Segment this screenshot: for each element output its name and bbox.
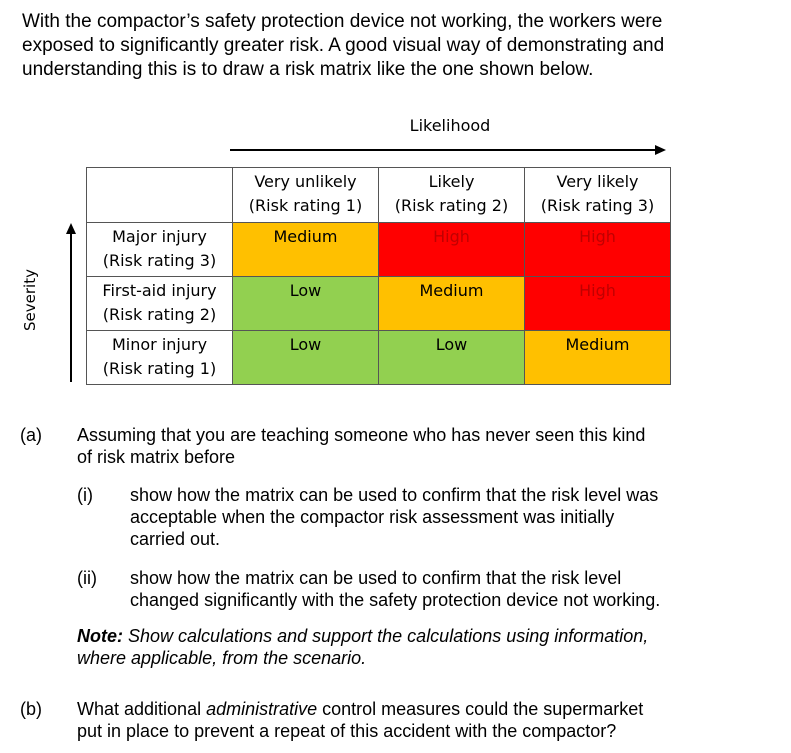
question-a-i-label: (i) [77,485,93,505]
question-a-label: (a) [20,425,42,445]
likelihood-axis-label: Likelihood [409,116,491,135]
intro-line: understanding this is to draw a risk matrix like the one shown below. [22,59,594,80]
intro-line: With the compactor’s safety protection device not working, the workers were [22,11,663,32]
question-b-label: (b) [20,699,42,719]
risk-cell: Medium [525,331,671,385]
intro-line: exposed to significantly greater risk. A good visual way of demonstrating and [22,35,665,56]
matrix-header-row [87,168,671,223]
intro-paragraph [22,10,772,82]
risk-cell: Low [379,331,525,385]
row-header-first-aid-injury: First-aid injury (Risk rating 2) [87,277,233,331]
matrix-row-minor-injury [87,331,671,385]
question-b-text: What additional administrative control measures could the supermarket put in place to prevent a repeat of this accident with the compactor? [77,699,644,741]
question-a-ii-label: (ii) [77,568,97,588]
question-a-i-text: show how the matrix can be used to confirm that the risk level was acceptable when the compactor risk assessment was initially carried out. [130,485,659,549]
risk-cell: High [525,277,671,331]
likelihood-arrow [230,140,670,160]
note-text: Note: Show calculations and support the calculations using information, where applicable, from the scenario. [77,626,649,668]
risk-cell: Medium [379,277,525,331]
matrix-corner-cell [87,168,233,223]
severity-axis-label: Severity [21,269,39,331]
risk-cell: High [525,223,671,277]
risk-matrix [86,167,671,385]
column-header-very-unlikely: Very unlikely (Risk rating 1) [233,168,379,223]
column-header-very-likely: Very likely (Risk rating 3) [525,168,671,223]
risk-cell: Low [233,331,379,385]
severity-arrow [63,220,79,385]
matrix-row-major-injury [87,223,671,277]
question-a-text: Assuming that you are teaching someone who has never seen this kind of risk matrix before [77,425,646,467]
risk-cell: Low [233,277,379,331]
matrix-row-first-aid-injury [87,277,671,331]
row-header-minor-injury: Minor injury (Risk rating 1) [87,331,233,385]
risk-cell: High [379,223,525,277]
question-a-ii-text: show how the matrix can be used to confirm that the risk level changed significantly with the safety protection device not working. [130,568,661,610]
row-header-major-injury: Major injury (Risk rating 3) [87,223,233,277]
note-label: Note: [77,626,123,646]
risk-cell: Medium [233,223,379,277]
column-header-likely: Likely (Risk rating 2) [379,168,525,223]
